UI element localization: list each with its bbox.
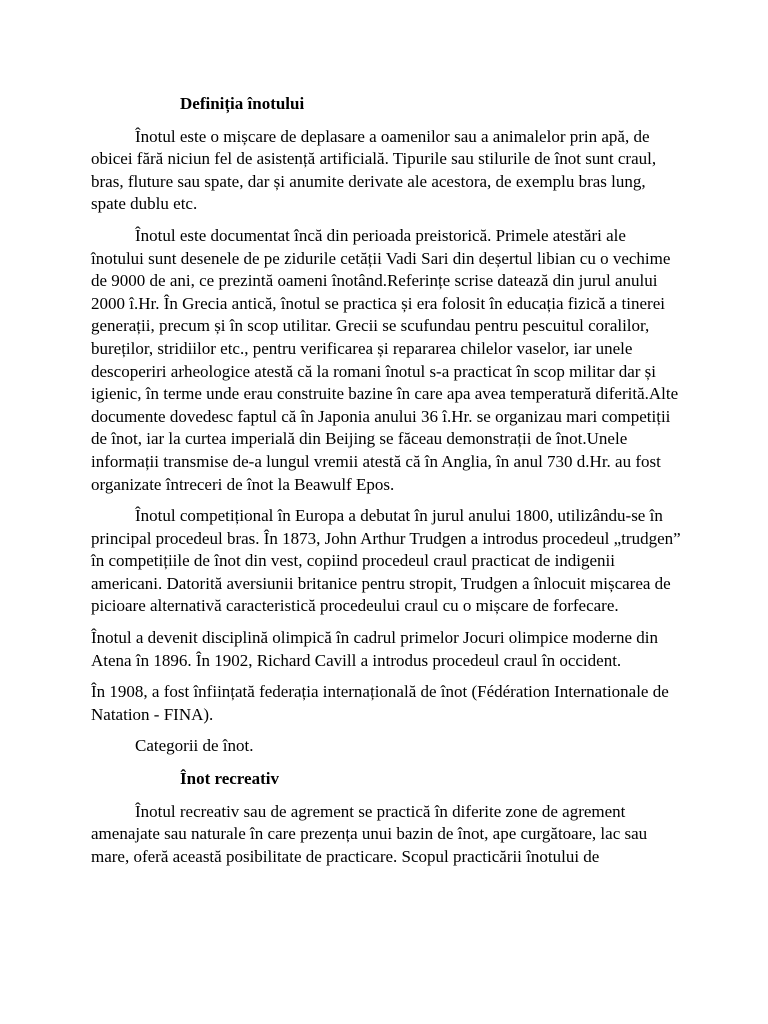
document-title: Definiția înotului bbox=[180, 94, 305, 113]
document-body bbox=[91, 93, 683, 877]
categories-heading: Categorii de înot. bbox=[135, 736, 254, 756]
section-title-recreational: Înot recreativ bbox=[180, 769, 279, 789]
paragraph-recreational: Înotul recreativ sau de agrement se practică în diferite zone de agrement amenajate sau naturale în care prezența unui bazin de înot, ape curgătoare, lac sau mare, oferă această posibilitate de practicare. Scopul practicării înotului de bbox=[91, 801, 648, 866]
paragraph-competitive: Înotul competițional în Europa a debutat în jurul anului 1800, utilizându-se în principal procedeul bras. În 1873, John Arthur Trudgen a introdus procedeul „trudgen” în competițiile de înot din vest, copiind procedeul craul practicat de indigenii americani. Datorită aversiunii britanice pentru stropit, Trudgen a înlocuit mișcarea de picioare alternativă caracteristică procedeului craul cu o mișcare de forfecare. bbox=[91, 506, 681, 616]
paragraph-fina: În 1908, a fost înființată federația internațională de înot (Fédération Internationale de Natation - FINA). bbox=[91, 682, 669, 724]
paragraph-definition: Înotul este o mișcare de deplasare a oamenilor sau a animalelor prin apă, de obicei fără niciun fel de asistență artificială. Tipurile sau stilurile de înot sunt craul, bras, fluture sau spate, dar și anumite derivate ale acestora, de exemplu bras lung, spate dublu etc. bbox=[91, 126, 657, 214]
paragraph-olympic: Înotul a devenit disciplină olimpică în cadrul primelor Jocuri olimpice moderne din Atena în 1896. În 1902, Richard Cavill a introdus procedeul craul în occident. bbox=[91, 628, 658, 670]
paragraph-history: Înotul este documentat încă din perioada preistorică. Primele atestări ale înotului sunt desenele de pe zidurile cetății Vadi Sari din deșertul libian cu o vechime de 9000 de ani, ce prezintă oameni înotând.Referințe scrise datează din jurul anului 2000 î.Hr. În Grecia antică, înotul se practica și era folosit în educația fizică a tinerei generații, precum și în scop utilitar. Grecii se scufundau pentru pescuitul coralilor, bureților, stridiilor etc., pentru verificarea și repararea chilelor vaselor, iar unele descoperiri arheologice atestă că la romani înotul s-a practicat în scop militar dar și igienic, în terme unde erau construite bazine în care apa avea temperatură diferită.Alte documente dovedesc faptul că în Japonia anului 36 î.Hr. se organizau mari competiții de înot, iar la curtea imperială din Beijing se făceau demonstrații de înot.Unele informații transmise de-a lungul vremii atestă că în Anglia, în anul 730 d.Hr. au fost organizate întreceri de înot la Beawulf Epos. bbox=[91, 225, 679, 494]
